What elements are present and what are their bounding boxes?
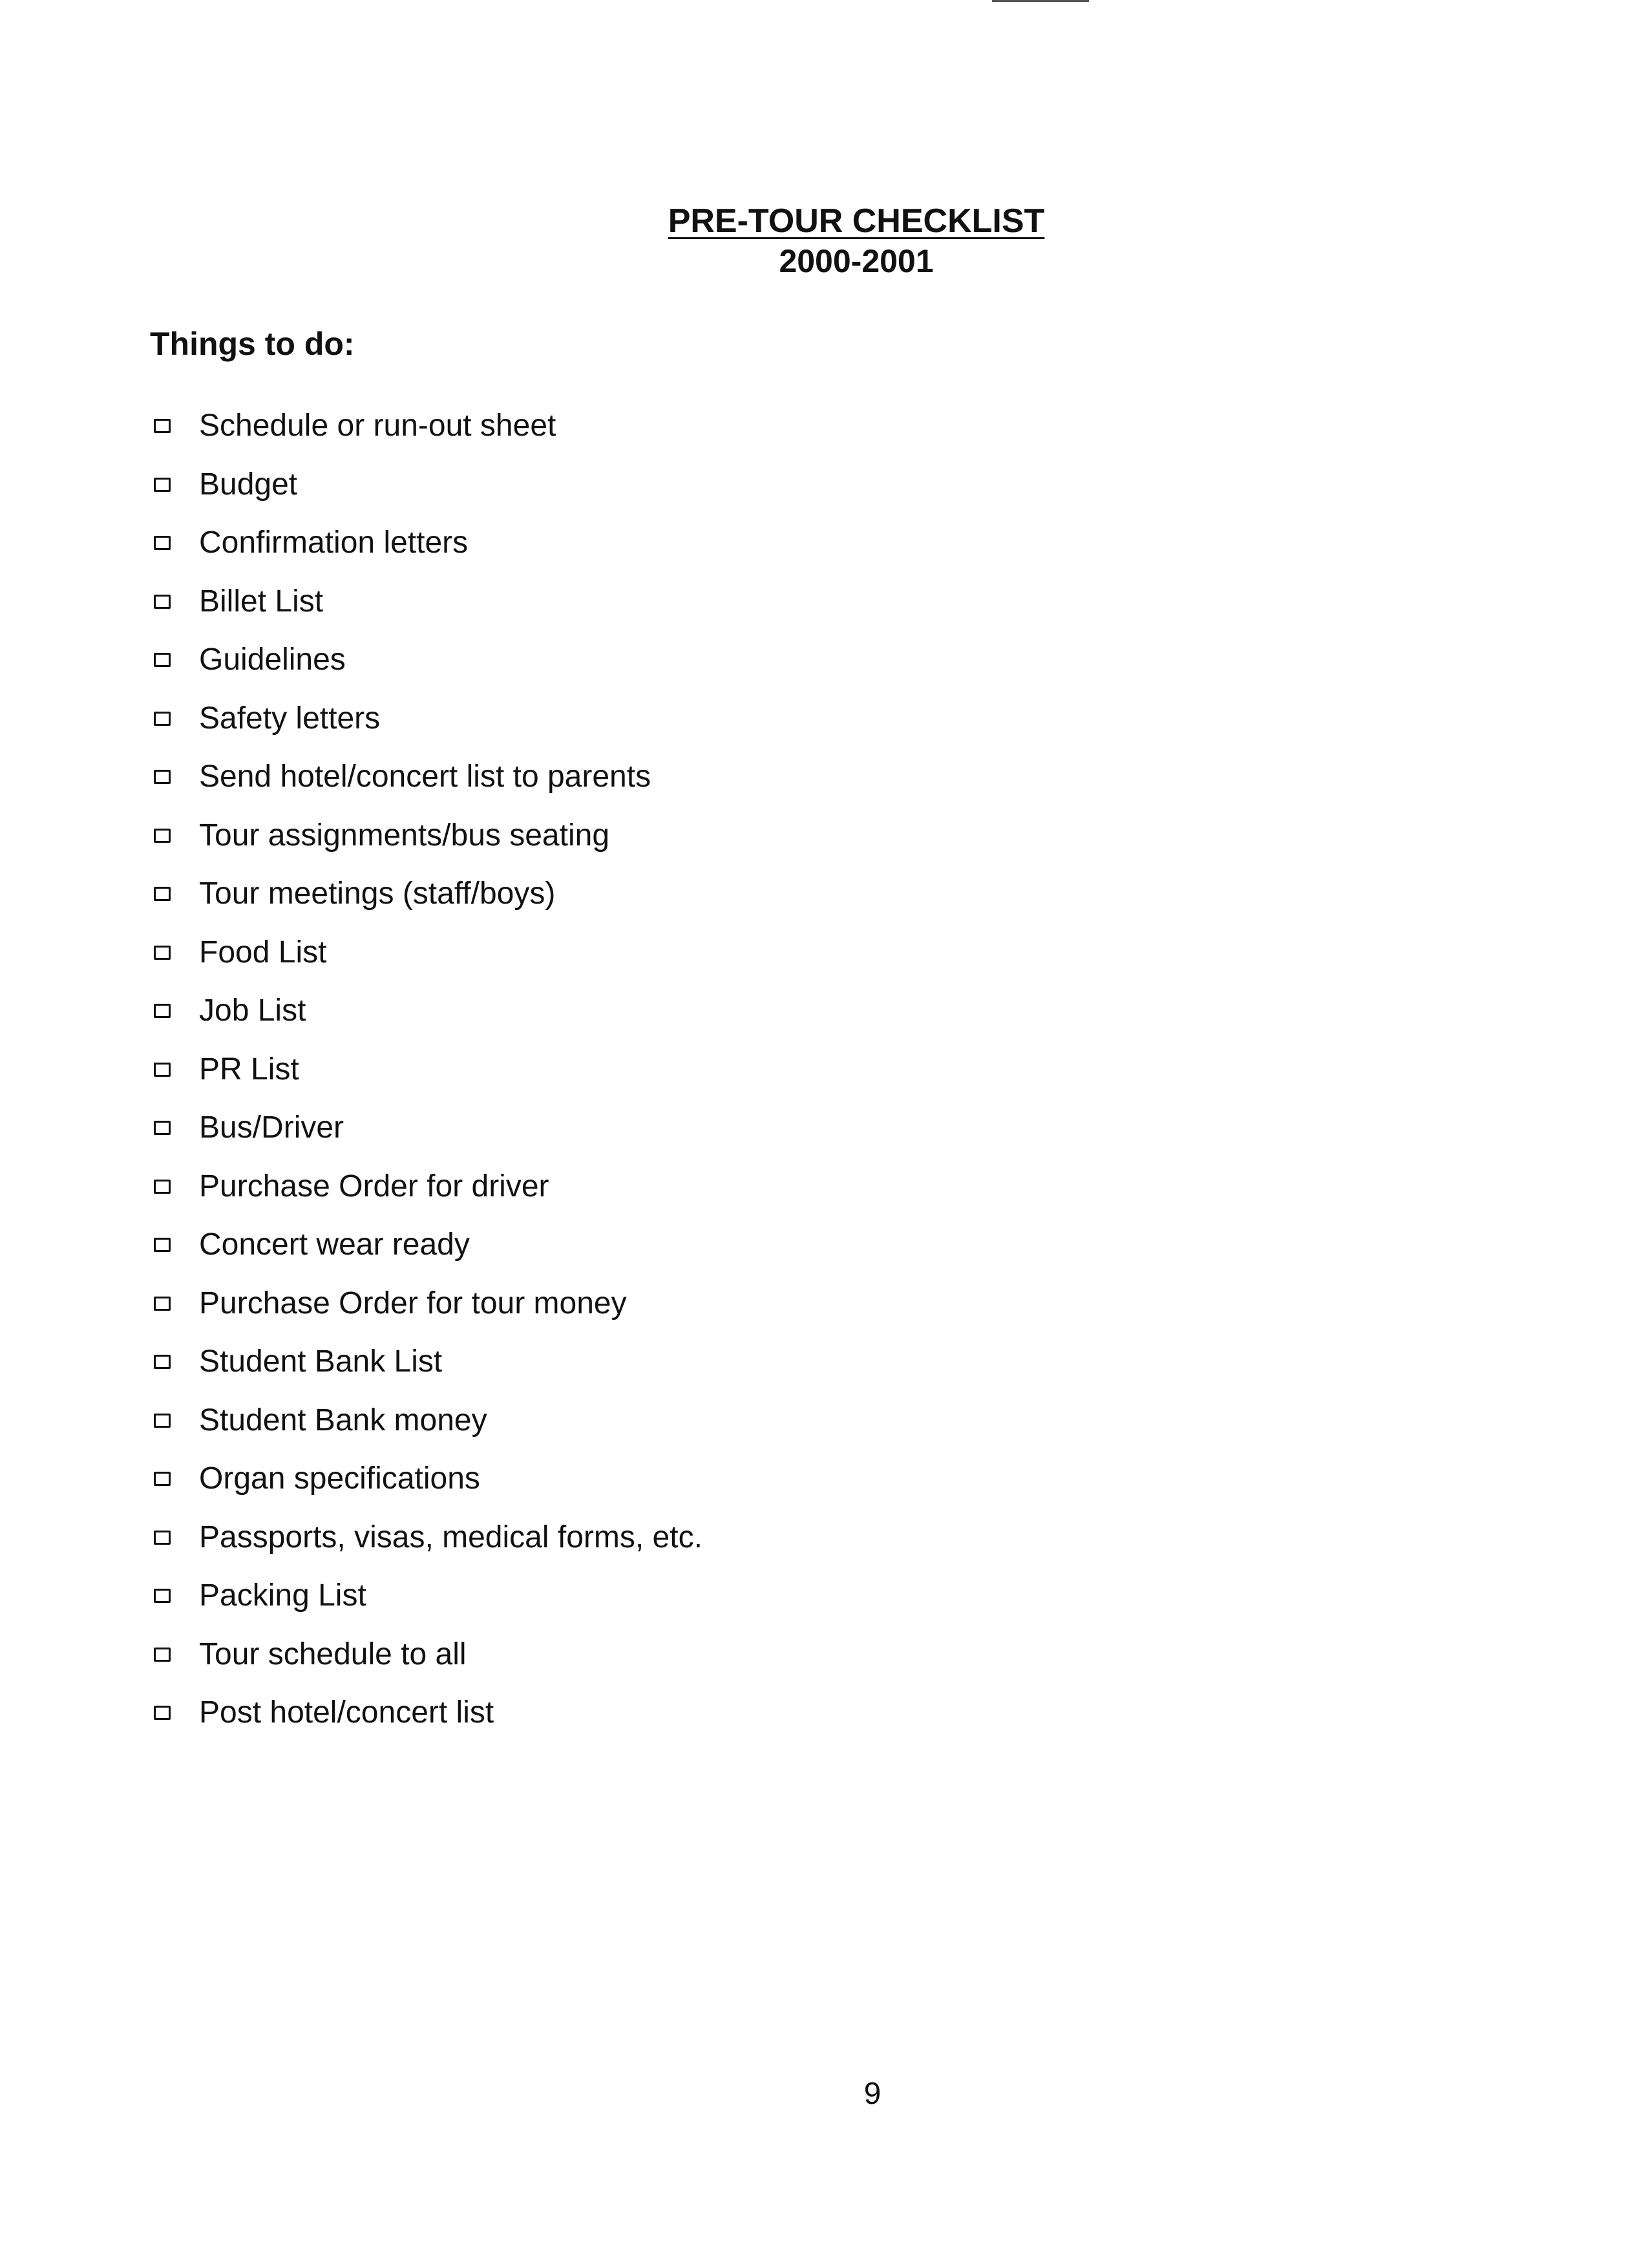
checklist-item bbox=[154, 1275, 703, 1333]
checkbox-icon bbox=[154, 1531, 171, 1545]
checklist-item-label: PR List bbox=[199, 1052, 299, 1086]
checklist-item-label: Confirmation letters bbox=[199, 525, 469, 560]
checklist-item-label: Schedule or run-out sheet bbox=[199, 408, 556, 443]
checkbox-icon bbox=[154, 653, 171, 667]
checklist-item-label: Purchase Order for driver bbox=[199, 1169, 549, 1203]
checklist-item-label: Job List bbox=[199, 993, 306, 1028]
checklist-item bbox=[154, 1041, 703, 1099]
checkbox-icon bbox=[154, 1238, 171, 1252]
checklist-item-label: Student Bank List bbox=[199, 1344, 443, 1379]
page-subtitle: 2000-2001 bbox=[779, 243, 934, 279]
checklist-item bbox=[154, 807, 703, 865]
checklist-item-label: Concert wear ready bbox=[199, 1227, 470, 1262]
checkbox-icon bbox=[154, 1414, 171, 1428]
checkbox-icon bbox=[154, 829, 171, 843]
checklist-item bbox=[154, 924, 703, 982]
checkbox-icon bbox=[154, 1472, 171, 1486]
checkbox-icon bbox=[154, 1355, 171, 1369]
checklist-item bbox=[154, 1099, 703, 1158]
checklist-item-label: Passports, visas, medical forms, etc. bbox=[199, 1520, 703, 1554]
checklist-item-label: Guidelines bbox=[199, 642, 346, 677]
checklist-item bbox=[154, 1216, 703, 1275]
checklist-item-label: Tour meetings (staff/boys) bbox=[199, 876, 556, 911]
checklist-item bbox=[154, 631, 703, 690]
checklist-item bbox=[154, 1333, 703, 1392]
checklist-item bbox=[154, 1626, 703, 1684]
page-title: PRE-TOUR CHECKLIST bbox=[668, 202, 1045, 240]
checkbox-icon bbox=[154, 1297, 171, 1311]
checklist-item bbox=[154, 1158, 703, 1216]
checklist bbox=[154, 397, 703, 1743]
checkbox-icon bbox=[154, 1004, 171, 1018]
checkbox-icon bbox=[154, 1706, 171, 1720]
checklist-item bbox=[154, 573, 703, 631]
checkbox-icon bbox=[154, 887, 171, 901]
checkbox-icon bbox=[154, 946, 171, 960]
checklist-item bbox=[154, 1392, 703, 1450]
checklist-item-label: Send hotel/concert list to parents bbox=[199, 759, 651, 794]
checklist-item bbox=[154, 1509, 703, 1567]
checklist-item-label: Billet List bbox=[199, 584, 324, 619]
checkbox-icon bbox=[154, 712, 171, 726]
page-number: 9 bbox=[863, 2077, 882, 2111]
top-rule bbox=[992, 0, 1089, 2]
checklist-item bbox=[154, 1684, 703, 1743]
section-heading: Things to do: bbox=[150, 326, 355, 362]
checklist-item bbox=[154, 982, 703, 1041]
checklist-item bbox=[154, 690, 703, 748]
checklist-item bbox=[154, 1450, 703, 1509]
checklist-item-label: Tour assignments/bus seating bbox=[199, 818, 610, 853]
checklist-item-label: Purchase Order for tour money bbox=[199, 1286, 627, 1320]
checkbox-icon bbox=[154, 536, 171, 550]
checklist-item-label: Budget bbox=[199, 467, 298, 502]
checklist-item-label: Packing List bbox=[199, 1578, 366, 1613]
checklist-item bbox=[154, 456, 703, 514]
checklist-item bbox=[154, 1567, 703, 1626]
checklist-item bbox=[154, 748, 703, 807]
checklist-item bbox=[154, 865, 703, 924]
checklist-item-label: Post hotel/concert list bbox=[199, 1695, 494, 1730]
checkbox-icon bbox=[154, 478, 171, 492]
checkbox-icon bbox=[154, 419, 171, 433]
checkbox-icon bbox=[154, 1589, 171, 1603]
checkbox-icon bbox=[154, 595, 171, 609]
checkbox-icon bbox=[154, 1121, 171, 1135]
checkbox-icon bbox=[154, 1648, 171, 1662]
checklist-item-label: Food List bbox=[199, 935, 327, 970]
checklist-item bbox=[154, 514, 703, 573]
checkbox-icon bbox=[154, 1063, 171, 1077]
checkbox-icon bbox=[154, 770, 171, 784]
checklist-item-label: Tour schedule to all bbox=[199, 1637, 467, 1671]
checklist-item bbox=[154, 397, 703, 456]
checkbox-icon bbox=[154, 1180, 171, 1194]
checklist-item-label: Bus/Driver bbox=[199, 1110, 344, 1145]
checklist-item-label: Organ specifications bbox=[199, 1461, 480, 1496]
checklist-item-label: Student Bank money bbox=[199, 1403, 487, 1437]
checklist-item-label: Safety letters bbox=[199, 701, 381, 736]
